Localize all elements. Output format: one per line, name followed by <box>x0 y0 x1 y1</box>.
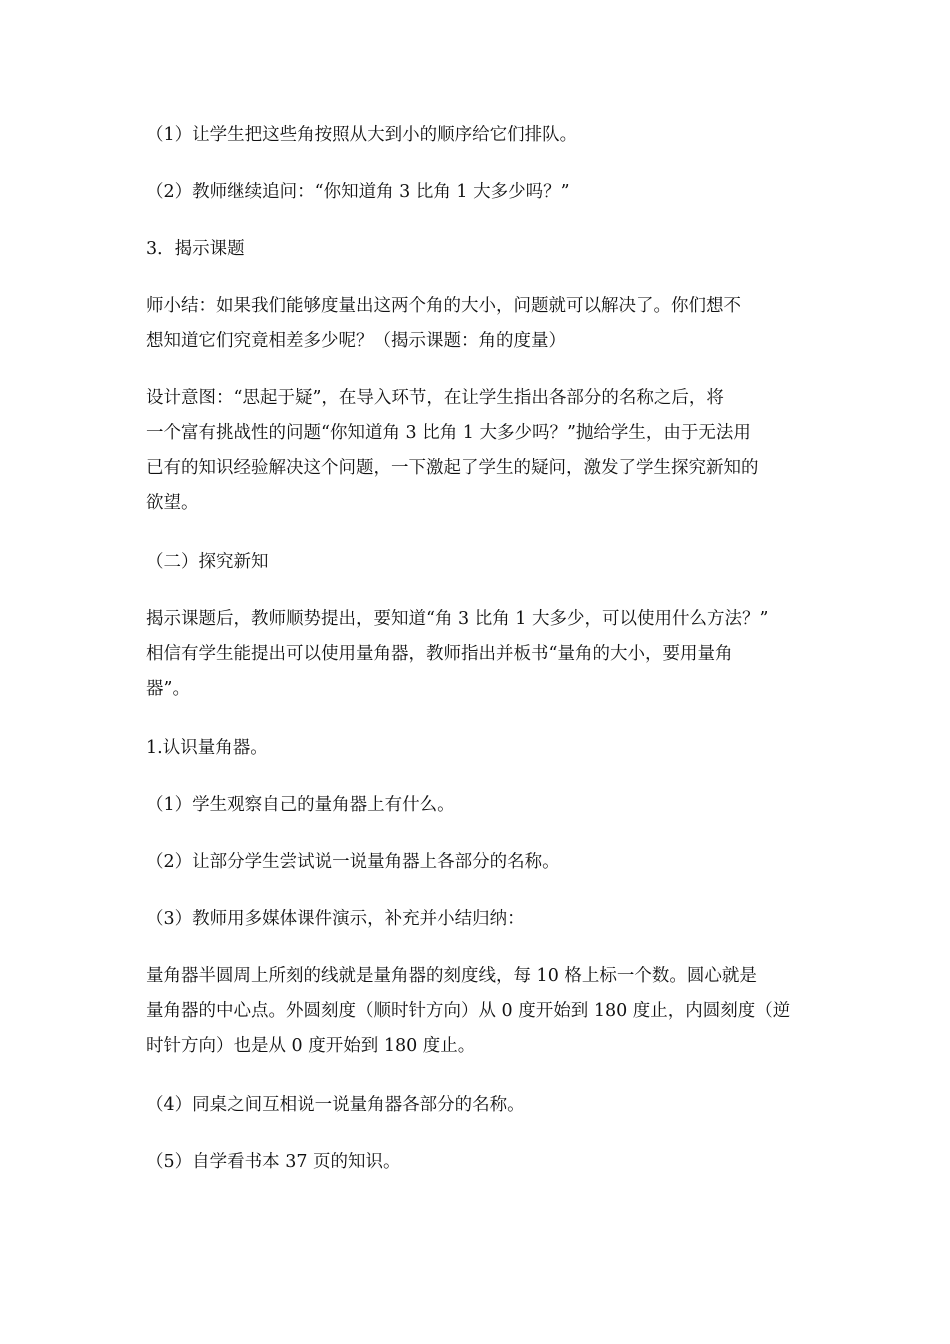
heading-know-protractor <box>146 731 810 766</box>
text-line: 已有的知识经验解决这个问题，一下激起了学生的疑问，激发了学生探究新知的 <box>146 458 759 478</box>
paragraph-step-1-observe <box>146 788 810 823</box>
text-line: 时针方向）也是从 0 度开始到 180 度止。 <box>146 1036 476 1056</box>
paragraph-step-1-sort-angles <box>146 118 810 153</box>
text-line: （3）教师用多媒体课件演示，补充并小结归纳： <box>146 909 525 929</box>
text-line: （1）让学生把这些角按照从大到小的顺序给它们排队。 <box>146 125 578 145</box>
text-line: 揭示课题后，教师顺势提出，要知道“角 3 比角 1 大多少，可以使用什么方法？” <box>146 609 769 629</box>
paragraph-protractor-description <box>146 959 810 1064</box>
paragraph-after-reveal <box>146 602 810 707</box>
paragraph-step-2-name-parts <box>146 845 810 880</box>
text-line: （1）学生观察自己的量角器上有什么。 <box>146 795 455 815</box>
heading-reveal-topic <box>146 232 810 267</box>
text-line: 设计意图：“思起于疑”，在导入环节，在让学生指出各部分的名称之后，将 <box>146 388 724 408</box>
paragraph-design-intent <box>146 381 810 521</box>
paragraph-teacher-summary <box>146 289 810 359</box>
text-line: 1.认识量角器。 <box>146 738 268 758</box>
paragraph-step-3-multimedia <box>146 902 810 937</box>
text-line: 量角器的中心点。外圆刻度（顺时针方向）从 0 度开始到 180 度止，内圆刻度（逆 <box>146 1001 791 1021</box>
text-line: （2）让部分学生尝试说一说量角器上各部分的名称。 <box>146 852 560 872</box>
text-line: 3．揭示课题 <box>146 239 245 259</box>
text-line: （4）同桌之间互相说一说量角器各部分的名称。 <box>146 1095 525 1115</box>
text-line: 器”。 <box>146 679 190 699</box>
text-line: 欲望。 <box>146 493 199 513</box>
text-line: 一个富有挑战性的问题“你知道角 3 比角 1 大多少吗？”抛给学生，由于无法用 <box>146 423 751 443</box>
text-line: 师小结：如果我们能够度量出这两个角的大小，问题就可以解决了。你们想不 <box>146 296 741 316</box>
text-line: （二）探究新知 <box>146 552 269 572</box>
heading-explore-new-knowledge <box>146 545 810 580</box>
paragraph-step-2-teacher-question <box>146 175 810 210</box>
paragraph-step-5-self-study <box>146 1145 810 1180</box>
text-line: 量角器半圆周上所刻的线就是量角器的刻度线，每 10 格上标一个数。圆心就是 <box>146 966 757 986</box>
text-line: 想知道它们究竟相差多少呢？（揭示课题：角的度量） <box>146 331 566 351</box>
paragraph-step-4-deskmates <box>146 1088 810 1123</box>
text-line: 相信有学生能提出可以使用量角器，教师指出并板书“量角的大小，要用量角 <box>146 644 733 664</box>
text-line: （5）自学看书本 37 页的知识。 <box>146 1152 401 1172</box>
text-line: （2）教师继续追问：“你知道角 3 比角 1 大多少吗？” <box>146 182 570 202</box>
